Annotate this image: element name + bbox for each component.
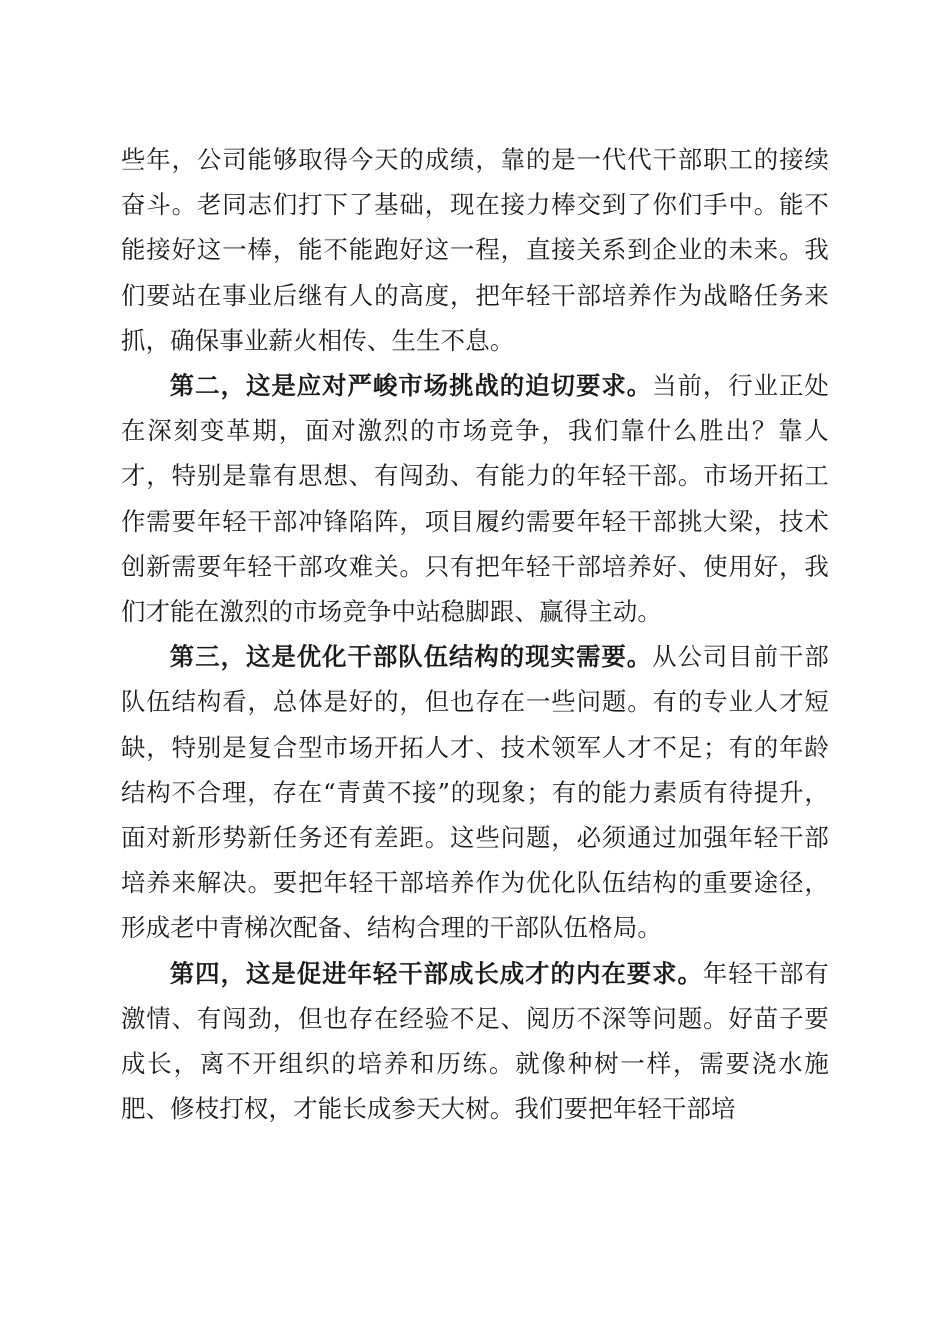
paragraph-continuation: [121, 137, 829, 363]
paragraph-text: 从公司目前干部队伍结构看，总体是好的，但也存在一些问题。有的专业人才短缺，特别是复合型市场开拓人才、技术领军人才不足；有的年龄结构不合理，存在“青黄不接”的现象；有的能力素质有待提升，面对新形势新任务还有差距。这些问题，必须通过加强年轻干部培养来解决。要把年轻干部培养作为优化队伍结构的重要途径，形成老中青梯次配备、结构合理的干部队伍格局。: [121, 642, 829, 943]
paragraph-lead-heading: 第三，这是优化干部队伍结构的现实需要。: [169, 642, 653, 672]
paragraph-fourth-point: [121, 951, 829, 1132]
paragraph-lead-heading: 第二，这是应对严峻市场挑战的迫切要求。: [169, 371, 653, 401]
document-body: [121, 137, 829, 1131]
paragraph-lead-heading: 第四，这是促进年轻干部成长成才的内在要求。: [169, 958, 703, 988]
paragraph-text: 当前，行业正处在深刻变革期，面对激烈的市场竞争，我们靠什么胜出？靠人才，特别是靠有思想、有闯劲、有能力的年轻干部。市场开拓工作需要年轻干部冲锋陷阵，项目履约需要年轻干部挑大梁，技术创新需要年轻干部攻难关。只有把年轻干部培养好、使用好，我们才能在激烈的市场竞争中站稳脚跟、赢得主动。: [121, 371, 829, 627]
paragraph-text: 些年，公司能够取得今天的成绩，靠的是一代代干部职工的接续奋斗。老同志们打下了基础，现在接力棒交到了你们手中。能不能接好这一棒，能不能跑好这一程，直接关系到企业的未来。我们要站在事业后继有人的高度，把年轻干部培养作为战略任务来抓，确保事业薪火相传、生生不息。: [121, 145, 829, 355]
paragraph-text: 年轻干部有激情、有闯劲，但也存在经验不足、阅历不深等问题。好苗子要成长，离不开组织的培养和历练。就像种树一样，需要浇水施肥、修枝打杈，才能长成参天大树。我们要把年轻干部培: [121, 958, 829, 1124]
paragraph-third-point: [121, 634, 829, 950]
paragraph-second-point: [121, 363, 829, 634]
